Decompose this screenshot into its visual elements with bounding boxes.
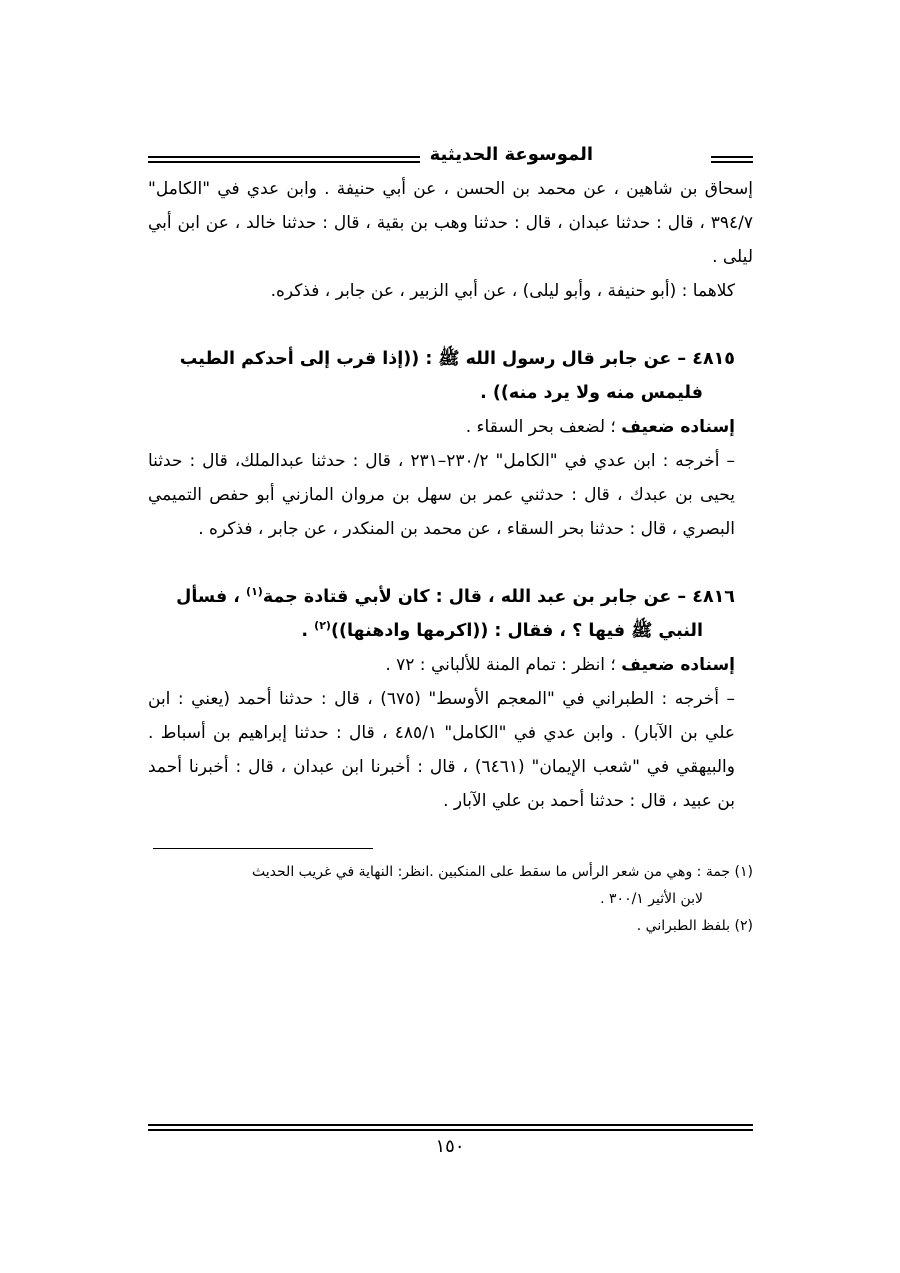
hadith-4816-takhrij: – أخرجه : الطبراني في "المعجم الأوسط" (٦٧٥) ، قال : حدثنا أحمد (يعني : ابن علي بن الآبار) . وابن عدي في "الكامل" ٤٨٥/١ ، قال : حدثنا إبراهيم بن أسباط . والبيهقي في "شعب الإيمان" (٦٤٦١) ، قال : أخبرنا ابن عبدان ، قال : أخبرنا أحمد بن عبيد ، قال : حدثنا أحمد بن علي الآبار .: [148, 689, 735, 811]
isnad-label: إسناده ضعيف: [621, 655, 735, 675]
summary-paragraph: كلاهما : (أبو حنيفة ، وأبو ليلى) ، عن أبي الزبير ، عن جابر ، فذكره.: [270, 281, 735, 301]
footnote-ref-2[interactable]: (٢): [314, 619, 331, 633]
footnote-ref-1[interactable]: (١): [246, 585, 263, 599]
continuation-paragraph: إسحاق بن شاهين ، عن محمد بن الحسن ، عن أبي حنيفة . وابن عدي في "الكامل" ٣٩٤/٧ ، قال : حدثنا عبدان ، قال : حدثنا وهب بن بقية ، قال : حدثنا خالد ، عن ابن أبي ليلى .: [148, 179, 753, 267]
hadith-4816-text: ٤٨١٦ – عن جابر بن عبد الله ، قال : كان لأبي قتادة جمة$^{(١)}$ ، فسأل: [176, 585, 735, 607]
isnad-text: ؛ لضعف بحر السقاء .: [465, 417, 622, 437]
page: [148, 140, 753, 940]
hadith-4815-text: ٤٨١٥ – عن جابر قال رسول الله ﷺ : ((إذا قرب إلى أحدكم الطيب: [179, 349, 735, 369]
footnote-separator: [153, 848, 373, 849]
running-header: [148, 140, 753, 172]
hadith-4816-isnad: [148, 648, 753, 682]
footnote-2: (٢) بلفظ الطبراني .: [636, 918, 753, 934]
hadith-4815-text-cont: فليمس منه ولا يرد منه)) .: [480, 383, 703, 403]
page-number: ١٥٠: [435, 1136, 465, 1157]
isnad-label: إسناده ضعيف: [621, 417, 735, 437]
footnote-1: (١) جمة : وهي من شعر الرأس ما سقط على المنكبين .انظر: النهاية في غريب الحديث: [252, 864, 753, 880]
hadith-4815-isnad: [148, 410, 753, 444]
header-rule-short: [711, 156, 753, 163]
isnad-text: ؛ انظر : تمام المنة للألباني : ٧٢ .: [385, 655, 622, 675]
hadith-4815-takhrij: – أخرجه : ابن عدي في "الكامل" ٢٣٠/٢–٢٣١ ، قال : حدثنا عبدالملك، قال : حدثنا يحيى بن عبدك ، قال : حدثني عمر بن سهل بن مروان المازني أبو حفص التميمي البصري ، قال : حدثنا بحر السقاء ، عن محمد بن المنكدر ، عن جابر ، فذكره .: [148, 451, 735, 539]
hadith-4816-text-cont: النبي ﷺ فيها ؟ ، فقال : ((اكرمها وادهنها))$^{(٢)}$ .: [301, 619, 703, 641]
footer-rule: [148, 1124, 753, 1131]
footnote-1-cont: لابن الأثير ٣٠٠/١ .: [600, 891, 703, 907]
header-title: الموسوعة الحديثية: [420, 144, 603, 165]
